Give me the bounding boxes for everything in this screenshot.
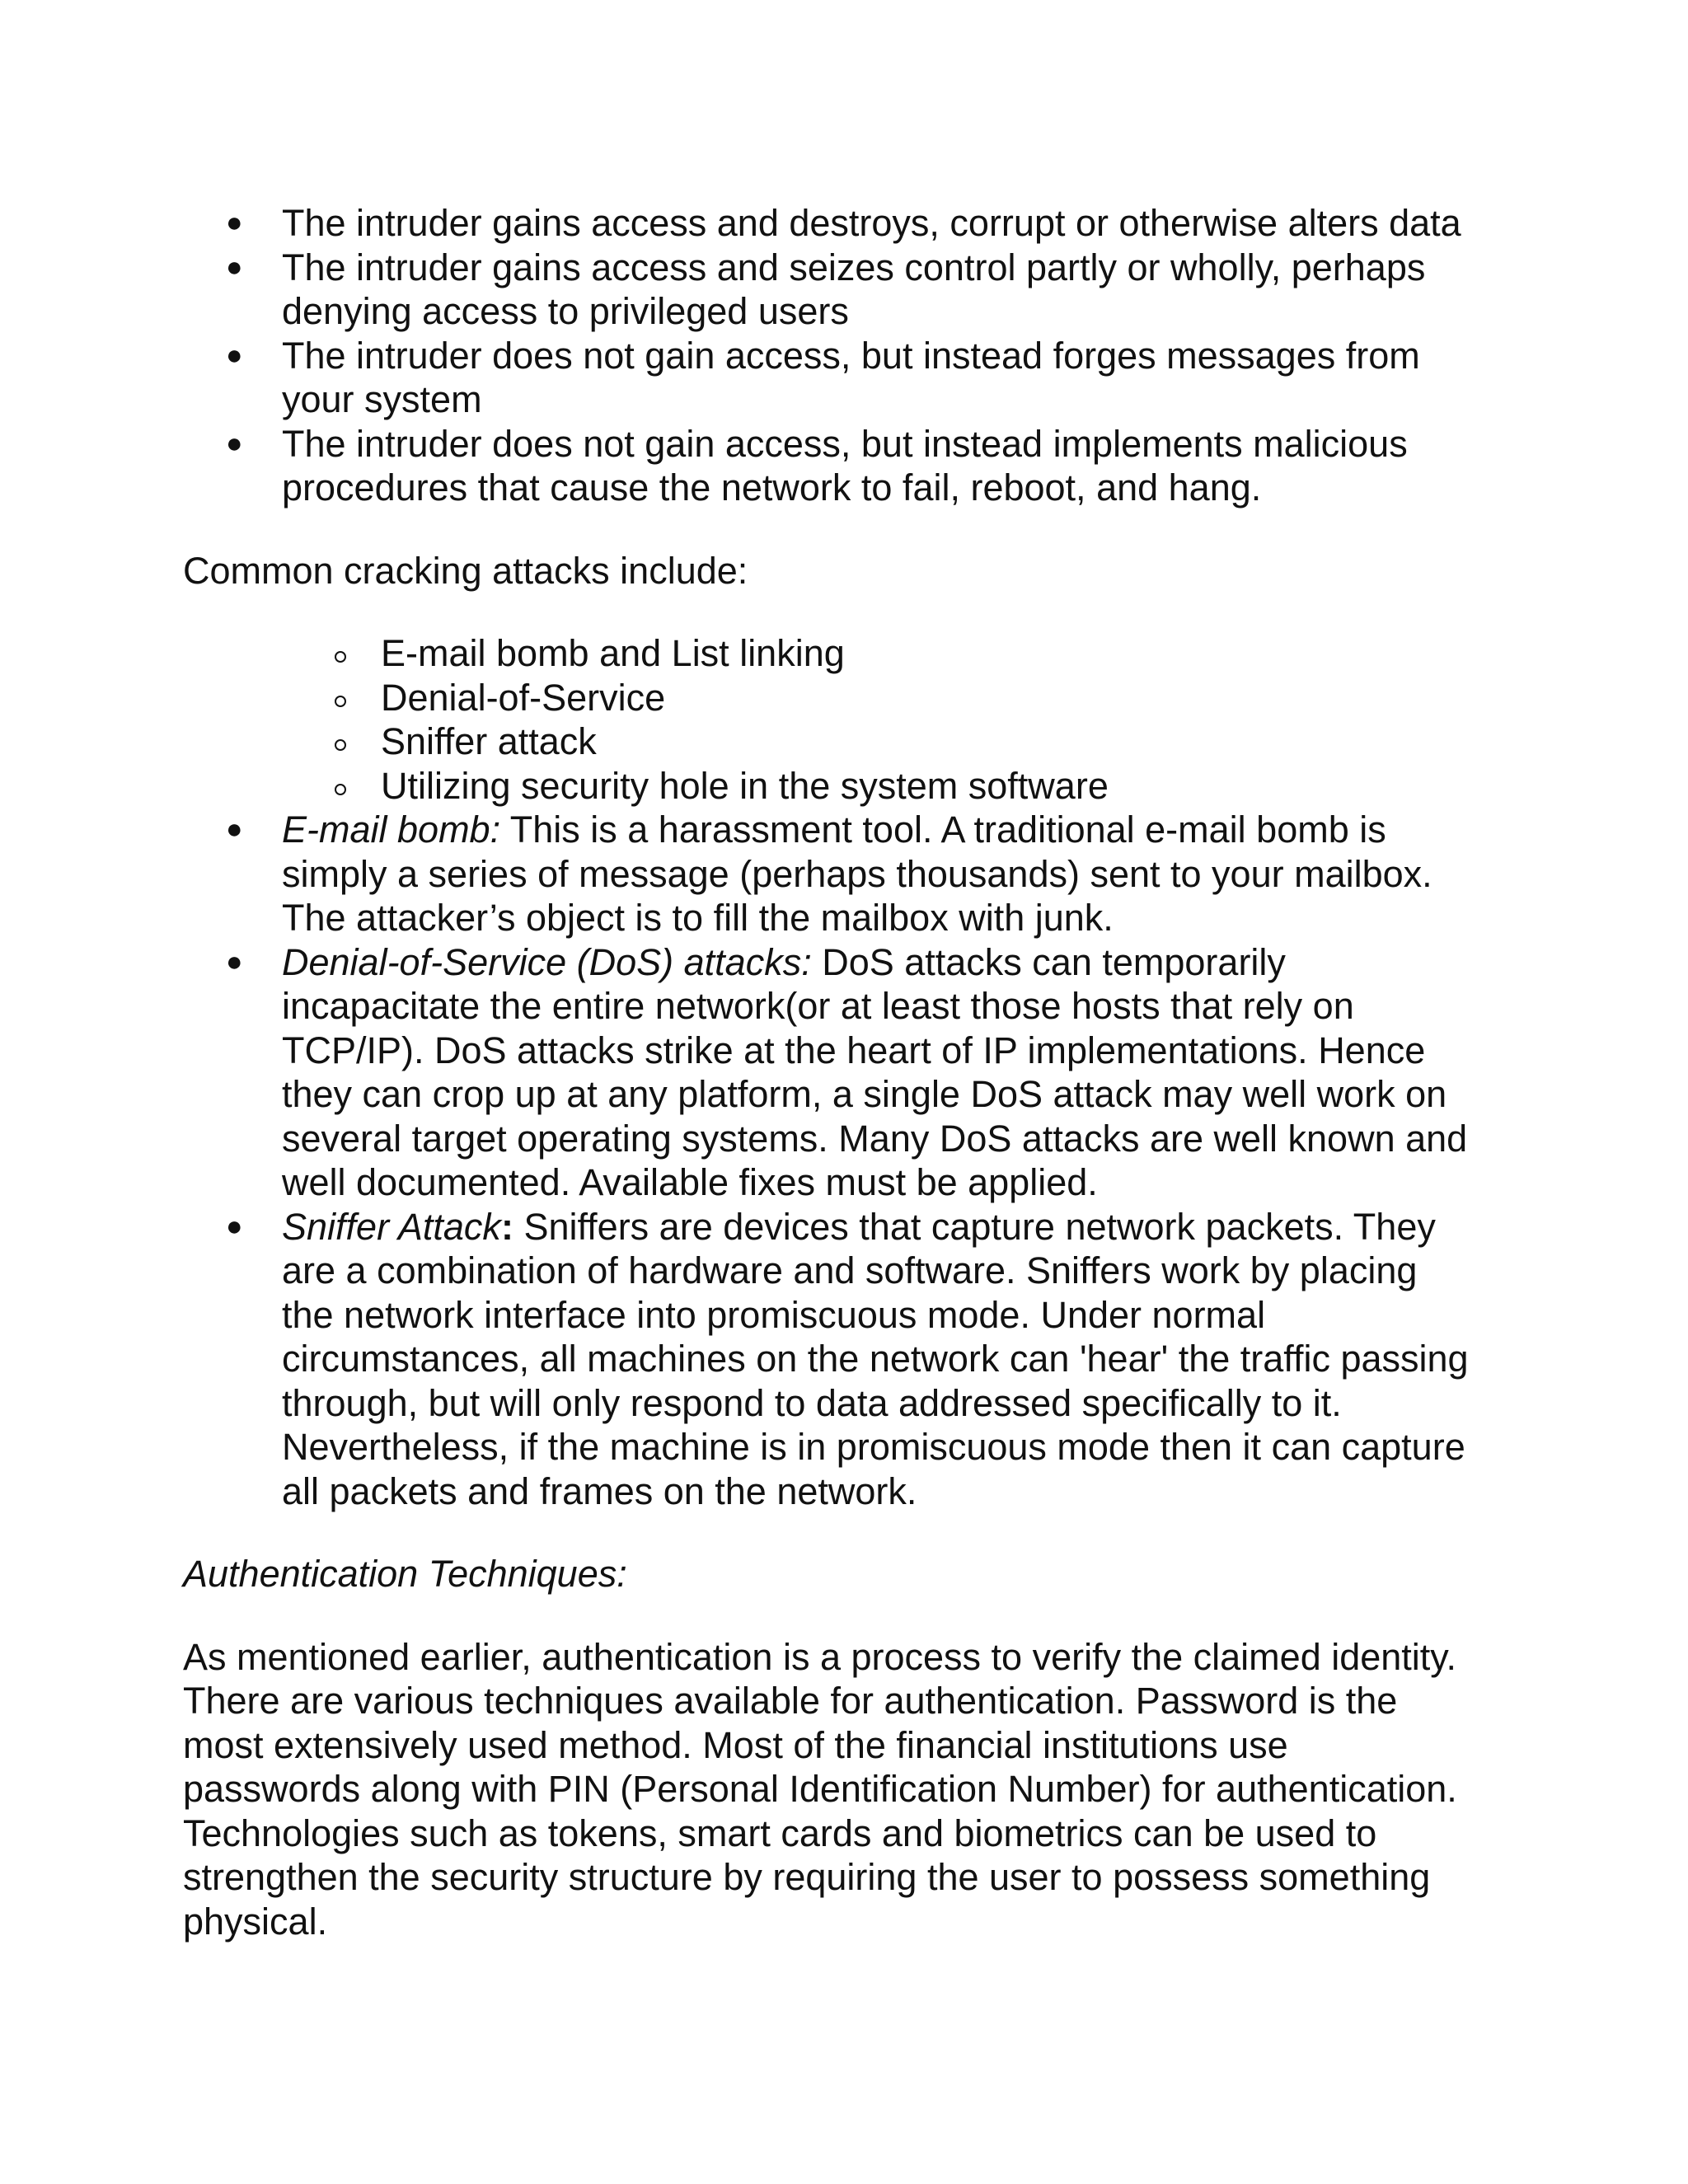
list-item (226, 940, 1469, 1205)
definition-dos-attacks: DoS attacks can temporarily incapacitate the entire network(or at least those hosts that rely on TCP/IP). DoS attacks strike at the heart of IP implementations. Hence they can crop up at any platform, a single DoS attack may well work on several target operating systems. Many DoS attacks are well known and well documented. Available fixes must be applied. (282, 940, 1468, 1203)
list-item-text: The intruder gains access and seizes control partly or wholly, perhaps denying access to privileged users (282, 246, 1426, 332)
circle-bullet-icon (335, 784, 346, 795)
intruder-outcomes-list (183, 201, 1469, 510)
list-item-text: The intruder does not gain access, but instead implements malicious procedures that cause the network to fail, reboot, and hang. (282, 422, 1408, 509)
list-item (381, 719, 1469, 764)
circle-bullet-icon (335, 651, 346, 663)
list-item-text: Denial-of-Service (381, 676, 666, 719)
definition-sniffer-attack: Sniffers are devices that capture network packets. They are a combination of hardware and software. Sniffers work by placing the network interface into promiscuous mode. Under normal circumstances, all machines on the network can 'hear' the traffic passing through, but will only respond to data addressed specifically to it. Nevertheless, if the machine is in promiscuous mode then it can capture all packets and frames on the network. (282, 1205, 1469, 1512)
list-item (226, 246, 1469, 334)
bullet-icon: ● (226, 427, 243, 459)
definition-email-bomb: This is a harassment tool. A traditional e-mail bomb is simply a series of message (perhaps thousands) sent to your mailbox. The attacker’s object is to fill the mailbox with junk. (282, 808, 1432, 939)
list-item (226, 808, 1469, 940)
circle-bullet-icon (335, 739, 346, 751)
spacer (183, 1596, 1469, 1635)
list-item (226, 201, 1469, 246)
attack-types-sublist (183, 631, 1469, 808)
list-item (381, 764, 1469, 808)
term-dos-attacks: Denial-of-Service (DoS) attacks: (282, 940, 812, 983)
list-item (381, 676, 1469, 720)
auth-heading: Authentication Techniques: (183, 1553, 627, 1595)
attack-details-list (183, 808, 1469, 1513)
list-item-text: The intruder does not gain access, but instead forges messages from your system (282, 334, 1420, 420)
list-item (381, 631, 1469, 676)
common-attacks-intro: Common cracking attacks include: (183, 549, 748, 592)
page-content (183, 201, 1469, 1943)
list-item-text: E-mail bomb and List linking (381, 632, 845, 674)
bullet-icon: ● (226, 207, 243, 238)
bullet-icon: ● (226, 339, 243, 371)
bullet-icon: ● (226, 251, 243, 283)
list-item (226, 334, 1469, 422)
spacer (183, 510, 1469, 549)
list-item (226, 422, 1469, 510)
term-sniffer-attack: Sniffer Attack (282, 1205, 501, 1248)
bullet-icon: ● (226, 813, 243, 845)
list-item-text: The intruder gains access and destroys, corrupt or otherwise alters data (282, 202, 1461, 244)
spacer (183, 593, 1469, 631)
term-colon: : (500, 1205, 513, 1248)
list-item-text: Utilizing security hole in the system software (381, 764, 1109, 807)
spacer (183, 1513, 1469, 1552)
term-email-bomb: E-mail bomb: (282, 808, 501, 851)
list-item (226, 1205, 1469, 1514)
auth-paragraph: As mentioned earlier, authentication is a process to verify the claimed identity. There are various techniques available for authentication. Password is the most extensively used method. Most of the financial institutions use passwords along with PIN (Personal Identification Number) for authentication. Technologies such as tokens, smart cards and biometrics can be used to strengthen the security structure by requiring the user to possess something physical. (183, 1635, 1457, 1943)
bullet-icon: ● (226, 1210, 243, 1242)
bullet-icon: ● (226, 945, 243, 977)
circle-bullet-icon (335, 696, 346, 707)
list-item-text: Sniffer attack (381, 720, 597, 762)
